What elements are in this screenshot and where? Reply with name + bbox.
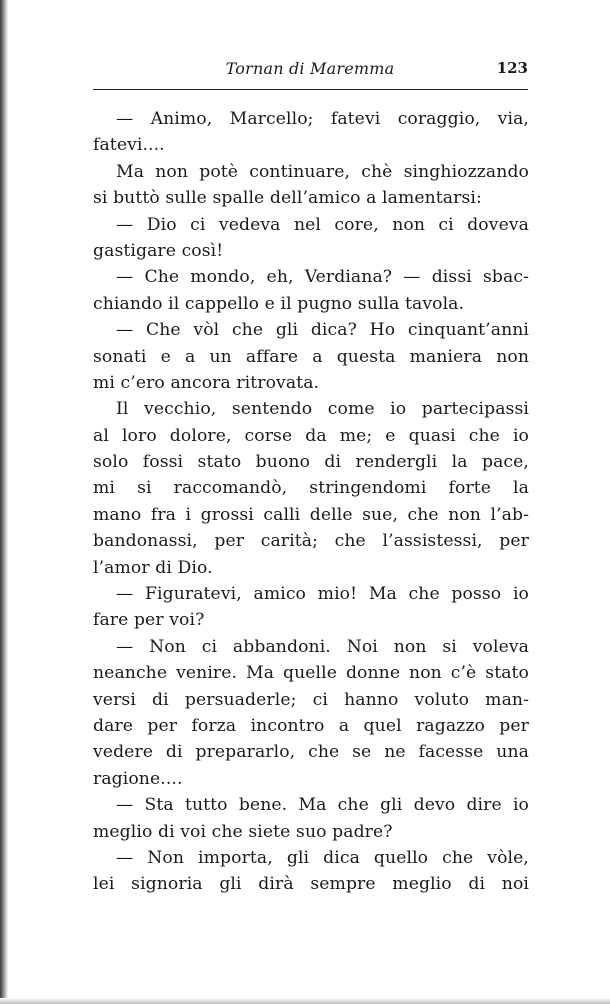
running-title: Tornan di Maremma (225, 59, 395, 78)
page-edge-shadow (0, 0, 8, 1004)
text-line: al loro dolore, corse da me; e quasi che io (93, 425, 529, 446)
text-line: l’amor di Dio. (93, 557, 213, 578)
text-line: — Dio ci vedeva nel core, non ci doveva (116, 214, 529, 235)
text-line: mi si raccomandò, stringendomi forte la (93, 478, 529, 499)
text-line: — Non importa, gli dica quello che vòle, (116, 847, 529, 868)
running-head (92, 55, 528, 85)
text-line: — Che vòl che gli dica? Ho cinquant’anni (116, 320, 529, 341)
text-line: — Che mondo, eh, Verdiana? — dissi sbac- (116, 267, 529, 288)
text-line: Ma non potè continuare, chè singhiozzando (116, 161, 529, 182)
header-rule (93, 89, 528, 90)
text-line: — Sta tutto bene. Ma che gli devo dire io (116, 795, 529, 816)
text-line: Il vecchio, sentendo come io partecipassi (116, 399, 529, 420)
text-line: — Animo, Marcello; fatevi coraggio, via, (116, 109, 529, 129)
body-text (93, 106, 529, 898)
text-line: solo fossi stato buono di rendergli la pace, (93, 452, 529, 473)
text-line: — Non ci abbandoni. Noi non si voleva (116, 636, 529, 657)
page-bottom-shadow (0, 998, 610, 1004)
text-line: meglio di voi che siete suo padre? (93, 821, 393, 842)
text-line: vedere di prepararlo, che se ne facesse una (93, 742, 529, 763)
text-line: gastigare così! (93, 240, 224, 261)
text-line: mi c’ero ancora ritrovata. (93, 372, 320, 393)
text-line: si buttò sulle spalle dell’amico a lamentarsi: (93, 188, 482, 209)
text-line: fatevi.... (93, 135, 165, 156)
text-line: bandonassi, per carità; che l’assistessi, per (93, 531, 529, 552)
text-line: dare per forza incontro a quel ragazzo per (93, 715, 529, 736)
text-line: lei signoria gli dirà sempre meglio di noi (93, 874, 529, 895)
text-line: fare per voi? (93, 610, 205, 631)
text-line: sonati e a un affare a questa maniera non (93, 346, 529, 367)
text-line: chiando il cappello e il pugno sulla tavola. (93, 293, 465, 314)
text-line: versi di persuaderle; ci hanno voluto man- (93, 689, 529, 710)
text-line: — Figuratevi, amico mio! Ma che posso io (116, 584, 529, 605)
text-line: mano fra i grossi calli delle sue, che non l’ab- (93, 504, 529, 525)
text-line: ragione.... (93, 768, 183, 789)
page-number: 123 (496, 59, 528, 77)
text-line: neanche venire. Ma quelle donne non c’è stato (93, 663, 529, 684)
